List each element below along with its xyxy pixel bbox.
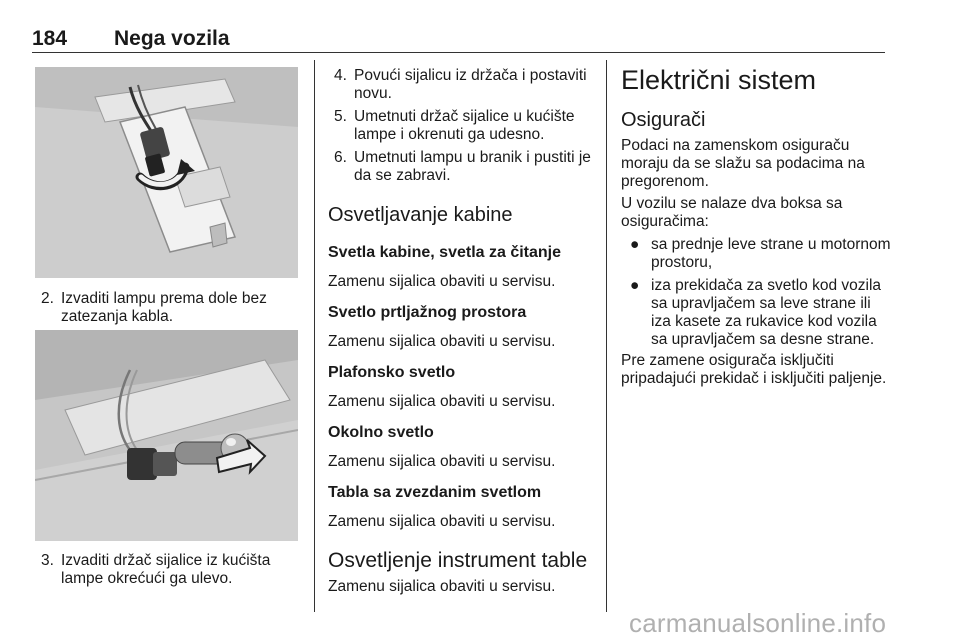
paragraph: Zamenu sijalica obaviti u servisu. [328, 393, 556, 410]
bulb-holder-photo [35, 330, 298, 541]
paragraph: Pre zamene osigurača isključiti pripadajući prekidač i isključiti paljenje. [621, 352, 887, 387]
step-number: 2. [41, 290, 54, 307]
column-left [35, 60, 298, 620]
column-middle [328, 60, 594, 620]
column-right: Električni sistem Osigurači Podaci na zamenskom osiguraču moraju da se slažu sa podacima na pregorenom. U vozilu se nalaze dva boksa sa osiguračima: ● sa prednje leve strane u motornom prostoru, ● iza prekidača za svetlo kod vozila sa upravljačem sa leve strane ili iza kasete za rukavice kod vozila sa upravljačem sa desne strane. Pre zamene osigurača isključiti pripadajući prekidač i isključiti paljenje. [621, 65, 891, 387]
column-divider [606, 60, 607, 612]
step-number: 5. [334, 108, 347, 125]
paragraph: Podaci na zamenskom osiguraču moraju da se slažu sa podacima na pregorenom. [621, 137, 865, 190]
step-number: 6. [334, 149, 347, 166]
subheading: Svetlo prtljažnog prostora [328, 304, 527, 321]
step-number: 4. [334, 67, 347, 84]
column-divider [314, 60, 315, 612]
step-text: Umetnuti lampu u branik i pustiti je da se zabravi. [354, 149, 591, 184]
step-text: Izvaditi lampu prema dole bez zatezanja kabla. [61, 290, 267, 325]
bullet-text: sa prednje leve strane u motornom prostoru, [651, 236, 891, 271]
heading-fuses: Osigurači [621, 109, 706, 131]
subheading: Okolno svetlo [328, 424, 434, 441]
bulb-holder-illustration [35, 330, 298, 541]
paragraph: Zamenu sijalica obaviti u servisu. [328, 578, 556, 595]
subheading: Tabla sa zvezdanim svetlom [328, 484, 542, 501]
watermark: carmanualsonline.info [629, 608, 887, 638]
heading-instrument-lighting: Osvetljenje instrument table [328, 549, 588, 572]
page-header [32, 27, 885, 51]
paragraph: U vozilu se nalaze dva boksa sa osiguračima: [621, 195, 843, 230]
paragraph: Zamenu sijalica obaviti u servisu. [328, 513, 556, 530]
section-title: Nega vozila [114, 27, 230, 50]
heading-electrical-system: Električni sistem [621, 65, 817, 95]
paragraph: Zamenu sijalica obaviti u servisu. [328, 453, 556, 470]
lamp-removal-illustration [35, 67, 298, 278]
page-number: 184 [32, 27, 68, 50]
step-text: Umetnuti držač sijalice u kućište lampe i okrenuti ga udesno. [354, 108, 575, 143]
step-number: 3. [41, 552, 54, 569]
subheading: Svetla kabine, svetla za čitanje [328, 244, 562, 261]
lamp-removal-photo [35, 67, 298, 278]
header-rule [32, 52, 885, 53]
subheading: Plafonsko svetlo [328, 364, 456, 381]
paragraph: Zamenu sijalica obaviti u servisu. [328, 273, 556, 290]
paragraph: Zamenu sijalica obaviti u servisu. [328, 333, 556, 350]
heading-cabin-lighting: Osvetljavanje kabine [328, 204, 513, 226]
step-text: Povući sijalicu iz držača i postaviti novu. [354, 67, 587, 102]
bullet-text: iza prekidača za svetlo kod vozila sa upravljačem sa leve strane ili iza kasete za rukavice kod vozila sa upravljačem sa desne strane. [651, 277, 882, 348]
step-text: Izvaditi držač sijalice iz kućišta lampe okrećući ga ulevo. [61, 552, 271, 587]
